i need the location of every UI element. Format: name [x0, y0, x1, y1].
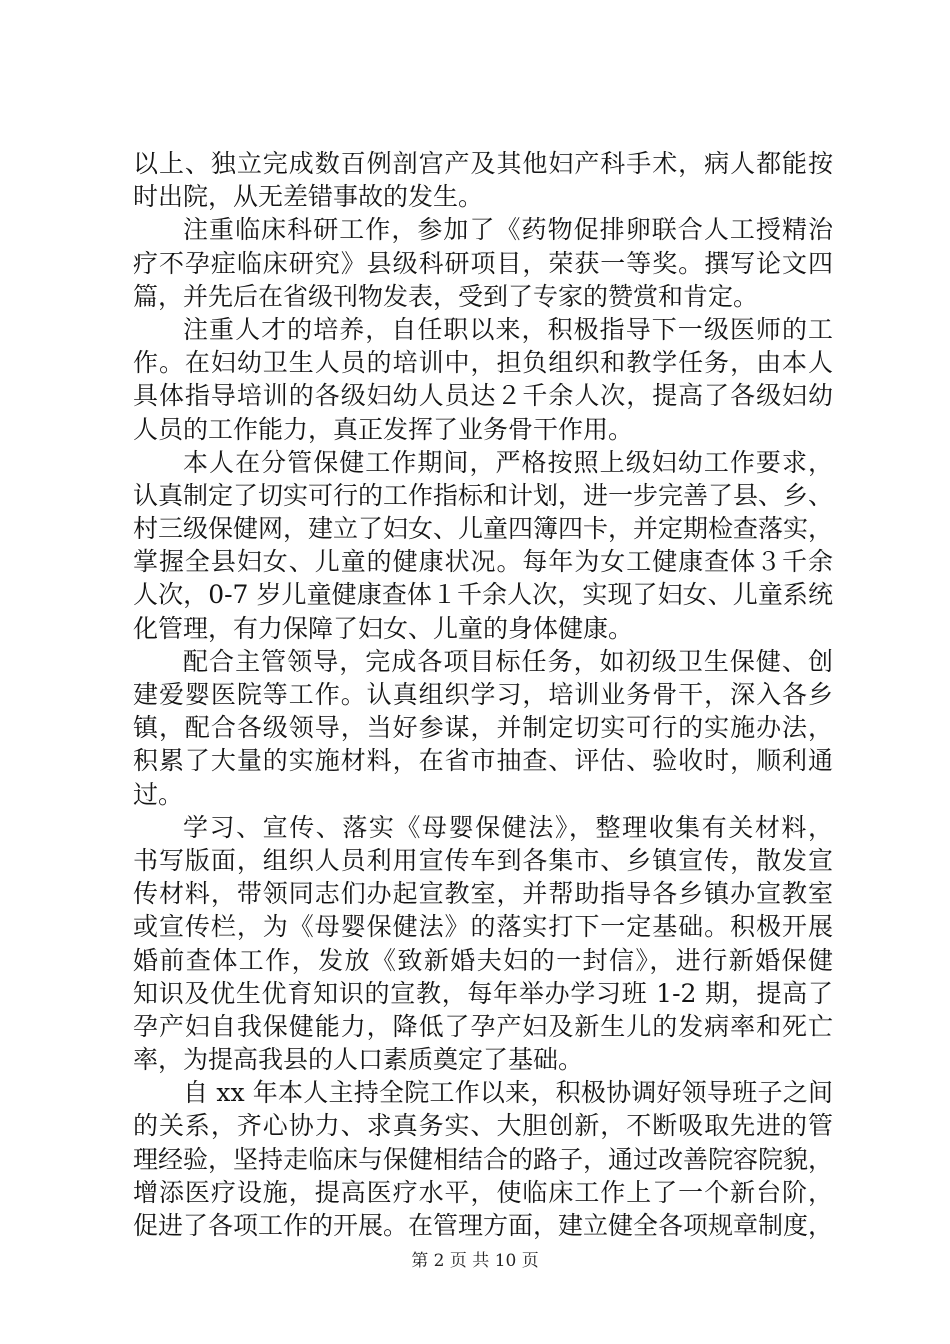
text-line: 作。在妇幼卫生人员的培训中，担负组织和教学任务，由本人 — [133, 348, 833, 378]
text-line: 掌握全县妇女、儿童的健康状况。每年为女工健康查体３千余 — [133, 547, 833, 577]
paragraph — [133, 1076, 833, 1242]
text-line: 本人在分管保健工作期间，严格按照上级妇幼工作要求， — [183, 447, 833, 477]
text-line: 自 xx 年本人主持全院工作以来，积极协调好领导班子之间 — [183, 1078, 833, 1108]
text-line: 或宣传栏，为《母婴保健法》的落实打下一定基础。积极开展 — [133, 912, 833, 942]
text-line: 的关系，齐心协力、求真务实、大胆创新，不断吸取先进的管 — [133, 1111, 833, 1141]
text-line: 疗不孕症临床研究》县级科研项目，荣获一等奖。撰写论文四 — [133, 248, 833, 278]
text-line: 孕产妇自我保健能力，降低了孕产妇及新生儿的发病率和死亡 — [133, 1011, 833, 1041]
text-line: 以上、独立完成数百例剖宫产及其他妇产科手术，病人都能按 — [133, 149, 833, 178]
text-line: 篇，并先后在省级刊物发表，受到了专家的赞赏和肯定。 — [133, 281, 759, 311]
text-line: 人次，0-7 岁儿童健康查体１千余人次，实现了妇女、儿童系统 — [133, 580, 833, 610]
text-line: 书写版面，组织人员利用宣传车到各集市、乡镇宣传，散发宣 — [133, 845, 833, 875]
paragraph — [133, 213, 833, 313]
document-body — [133, 147, 833, 1242]
text-line: 率，为提高我县的人口素质奠定了基础。 — [133, 1045, 584, 1075]
text-line: 学习、宣传、落实《母婴保健法》，整理收集有关材料， — [183, 812, 833, 842]
text-line: 镇，配合各级领导，当好参谋，并制定切实可行的实施办法， — [133, 713, 833, 743]
paragraph — [133, 811, 833, 1077]
paragraph — [133, 147, 833, 213]
text-line: 积累了大量的实施材料，在省市抽查、评估、验收时，顺利通 — [133, 746, 833, 776]
text-line: 婚前查体工作，发放《致新婚夫妇的一封信》，进行新婚保健 — [133, 945, 833, 975]
text-line: 传材料，带领同志们办起宣教室，并帮助指导各乡镇办宣教室 — [133, 879, 833, 909]
text-line: 认真制定了切实可行的工作指标和计划，进一步完善了县、乡、 — [133, 480, 834, 510]
page-number-footer: 第 2 页 共 10 页 — [411, 1251, 539, 1271]
paragraph — [133, 446, 833, 645]
text-line: 知识及优生优育知识的宣教，每年举办学习班 1-2 期，提高了 — [133, 978, 833, 1008]
text-line: 具体指导培训的各级妇幼人员达２千余人次，提高了各级妇幼 — [133, 381, 833, 411]
text-line: 村三级保健网，建立了妇女、儿童四簿四卡，并定期检查落实， — [133, 514, 834, 544]
text-line: 人员的工作能力，真正发挥了业务骨干作用。 — [133, 414, 634, 444]
text-line: 化管理，有力保障了妇女、儿童的身体健康。 — [133, 613, 634, 643]
text-line: 理经验，坚持走临床与保健相结合的路子，通过改善院容院貌， — [133, 1144, 834, 1174]
text-line: 促进了各项工作的开展。在管理方面，建立健全各项规章制度， — [133, 1211, 834, 1240]
text-line: 注重临床科研工作，参加了《药物促排卵联合人工授精治 — [183, 215, 833, 245]
paragraph — [133, 313, 833, 446]
text-line: 注重人才的培养，自任职以来，积极指导下一级医师的工 — [183, 314, 833, 344]
text-line: 时出院，从无差错事故的发生。 — [133, 182, 484, 212]
text-line: 配合主管领导，完成各项目标任务，如初级卫生保健、创 — [183, 646, 833, 676]
text-line: 过。 — [133, 779, 184, 809]
paragraph — [133, 645, 833, 811]
text-line: 建爱婴医院等工作。认真组织学习，培训业务骨干，深入各乡 — [133, 680, 833, 709]
text-line: 增添医疗设施，提高医疗水平，使临床工作上了一个新台阶， — [133, 1177, 833, 1207]
